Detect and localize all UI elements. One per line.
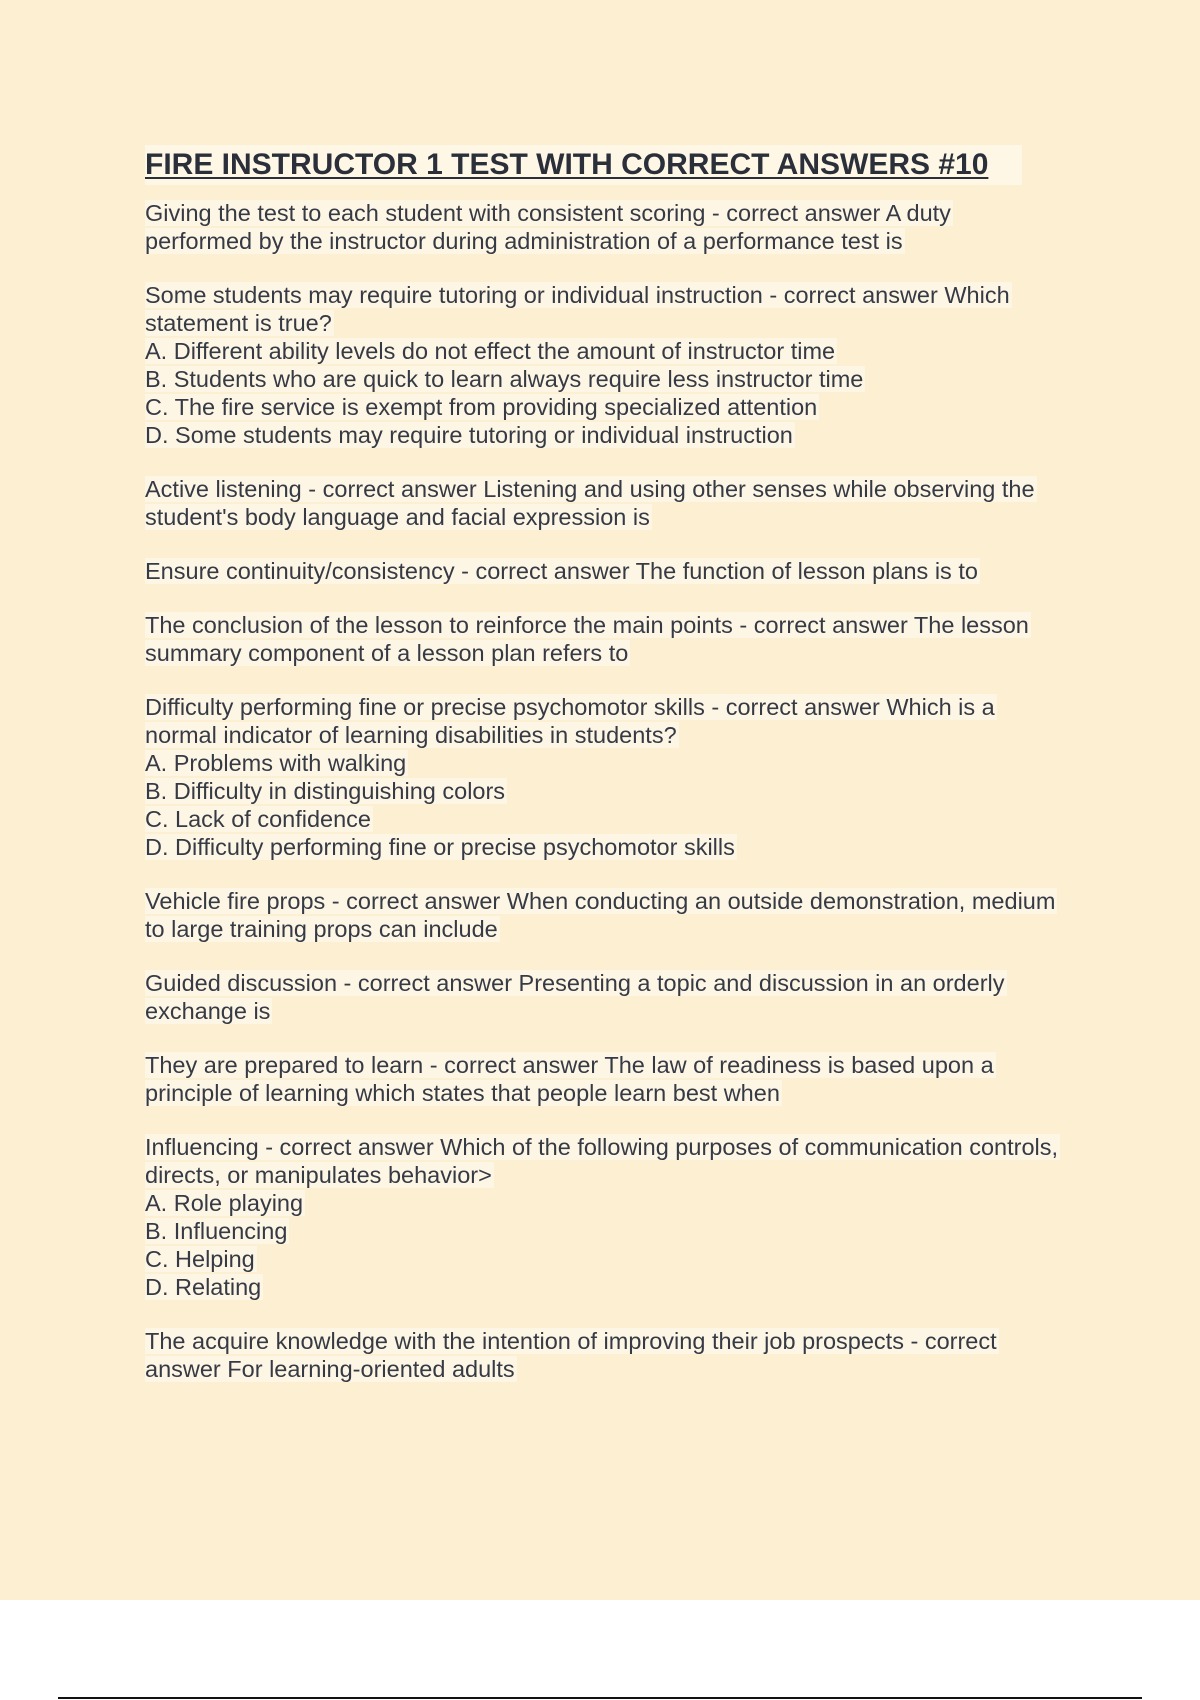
qa-line-text: C. Lack of confidence: [145, 806, 371, 832]
qa-line: [145, 915, 1090, 943]
qa-list: [145, 199, 1090, 1383]
page-title: FIRE INSTRUCTOR 1 TEST WITH CORRECT ANSWERS #10: [145, 145, 1022, 185]
qa-item: [145, 611, 1090, 667]
qa-line-text: summary component of a lesson plan refers to: [145, 640, 629, 666]
qa-line: [145, 1161, 1090, 1189]
qa-line-text: D. Some students may require tutoring or individual instruction: [145, 422, 793, 448]
qa-line-text: student's body language and facial expression is: [145, 504, 650, 530]
qa-line-text: C. The fire service is exempt from providing specialized attention: [145, 394, 818, 420]
qa-item: [145, 969, 1090, 1025]
qa-line-text: Vehicle fire props - correct answer When conducting an outside demonstration, medium: [145, 888, 1056, 914]
qa-line: [145, 1079, 1090, 1107]
qa-line: [145, 1245, 1090, 1273]
qa-line-text: Giving the test to each student with consistent scoring - correct answer A duty: [145, 200, 951, 226]
qa-line-text: performed by the instructor during administration of a performance test is: [145, 228, 903, 254]
qa-line: [145, 833, 1090, 861]
qa-line-text: Active listening - correct answer Listening and using other senses while observing the: [145, 476, 1035, 502]
qa-line: [145, 1273, 1090, 1301]
qa-line: [145, 475, 1090, 503]
qa-line: [145, 503, 1090, 531]
qa-line: [145, 365, 1090, 393]
qa-line: [145, 1051, 1090, 1079]
qa-item: [145, 1327, 1090, 1383]
qa-line-text: D. Difficulty performing fine or precise psychomotor skills: [145, 834, 735, 860]
qa-line-text: B. Students who are quick to learn always require less instructor time: [145, 366, 864, 392]
qa-line-text: answer For learning-oriented adults: [145, 1356, 515, 1382]
qa-line-text: A. Problems with walking: [145, 750, 407, 776]
qa-line-text: They are prepared to learn - correct answer The law of readiness is based upon a: [145, 1052, 994, 1078]
footer-divider: [58, 1697, 1142, 1699]
qa-item: [145, 475, 1090, 531]
qa-item: [145, 1133, 1090, 1301]
document-body: [145, 145, 1090, 1409]
qa-line: [145, 421, 1090, 449]
qa-line-text: Guided discussion - correct answer Presenting a topic and discussion in an orderly: [145, 970, 1005, 996]
qa-line: [145, 777, 1090, 805]
qa-item: [145, 281, 1090, 449]
qa-line: [145, 281, 1090, 309]
qa-line: [145, 805, 1090, 833]
qa-line-text: Some students may require tutoring or individual instruction - correct answer Which: [145, 282, 1010, 308]
qa-line-text: to large training props can include: [145, 916, 498, 942]
qa-line-text: A. Role playing: [145, 1190, 304, 1216]
qa-line: [145, 611, 1090, 639]
qa-line-text: directs, or manipulates behavior>: [145, 1162, 492, 1188]
qa-line: [145, 639, 1090, 667]
qa-line-text: Influencing - correct answer Which of the following purposes of communication controls,: [145, 1134, 1059, 1160]
qa-line-text: The conclusion of the lesson to reinforce the main points - correct answer The lesson: [145, 612, 1029, 638]
qa-line-text: A. Different ability levels do not effect the amount of instructor time: [145, 338, 836, 364]
qa-line-text: normal indicator of learning disabilities in students?: [145, 722, 677, 748]
qa-line: [145, 393, 1090, 421]
qa-line-text: principle of learning which states that people learn best when: [145, 1080, 780, 1106]
qa-line-text: B. Influencing: [145, 1218, 288, 1244]
qa-line: [145, 887, 1090, 915]
qa-line: [145, 749, 1090, 777]
qa-line: [145, 1327, 1090, 1355]
qa-item: [145, 557, 1090, 585]
qa-line: [145, 227, 1090, 255]
qa-line: [145, 1133, 1090, 1161]
qa-line: [145, 309, 1090, 337]
qa-line-text: B. Difficulty in distinguishing colors: [145, 778, 506, 804]
qa-line-text: exchange is: [145, 998, 271, 1024]
qa-line-text: Difficulty performing fine or precise psychomotor skills - correct answer Which is a: [145, 694, 995, 720]
qa-line: [145, 199, 1090, 227]
qa-line: [145, 969, 1090, 997]
qa-line: [145, 997, 1090, 1025]
qa-line: [145, 337, 1090, 365]
qa-line: [145, 693, 1090, 721]
qa-item: [145, 1051, 1090, 1107]
qa-line-text: D. Relating: [145, 1274, 262, 1300]
qa-item: [145, 887, 1090, 943]
qa-line-text: statement is true?: [145, 310, 332, 336]
qa-line: [145, 1217, 1090, 1245]
qa-line-text: The acquire knowledge with the intention of improving their job prospects - correct: [145, 1328, 997, 1354]
qa-line: [145, 557, 1090, 585]
qa-line-text: C. Helping: [145, 1246, 255, 1272]
qa-line: [145, 721, 1090, 749]
qa-item: [145, 199, 1090, 255]
qa-item: [145, 693, 1090, 861]
qa-line: [145, 1355, 1090, 1383]
qa-line-text: Ensure continuity/consistency - correct answer The function of lesson plans is to: [145, 558, 978, 584]
qa-line: [145, 1189, 1090, 1217]
